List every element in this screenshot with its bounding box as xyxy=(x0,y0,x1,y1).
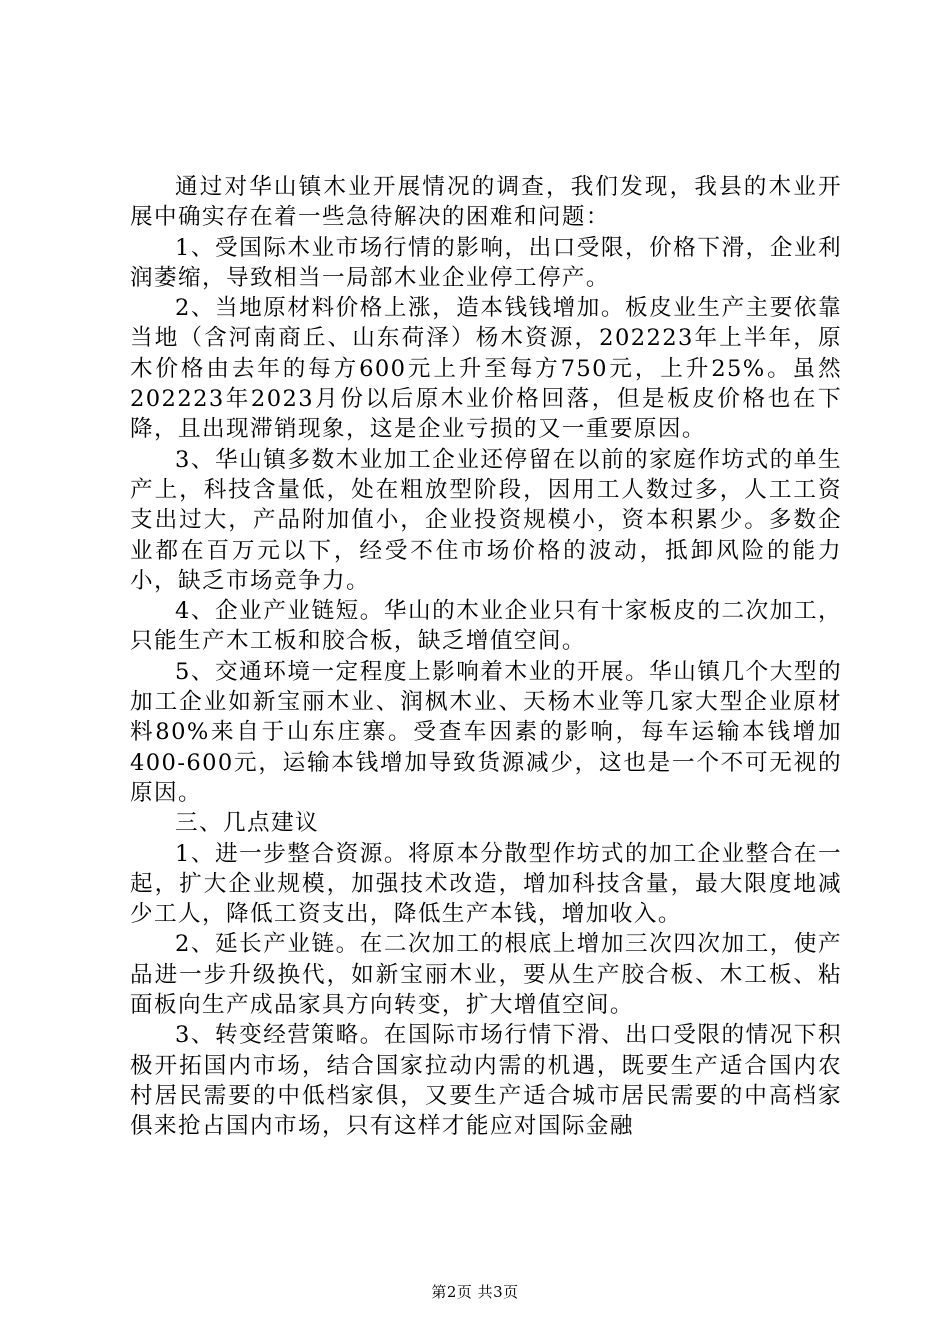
paragraph-suggestion-2: 2、延长产业链。在二次加工的根底上增加三次四次加工，使产品进一步升级换代，如新宝丽木业，要从生产胶合板、木工板、粘面板向生产成品家具方向转变，扩大增值空间。 xyxy=(130,931,842,1019)
paragraph-problem-3: 3、华山镇多数木业加工企业还停留在以前的家庭作坊式的单生产上，科技含量低，处在粗放型阶段，因用工人数过多，人工工资支出过大，产品附加值小，企业投资规模小，资本积累少。多数企业都在百万元以下，经受不住市场价格的波动，抵卸风险的能力小，缺乏市场竞争力。 xyxy=(130,446,842,594)
document-body xyxy=(130,172,842,1142)
page-footer: 第2页 共3页 xyxy=(431,1283,519,1301)
paragraph-suggestion-1: 1、进一步整合资源。将原本分散型作坊式的加工企业整合在一起，扩大企业规模，加强技术改造，增加科技含量，最大限度地减少工人，降低工资支出，降低生产本钱，增加收入。 xyxy=(130,840,842,928)
paragraph-suggestion-3: 3、转变经营策略。在国际市场行情下滑、出口受限的情况下积极开拓国内市场，结合国家拉动内需的机遇，既要生产适合国内农村居民需要的中低档家俱，又要生产适合城市居民需要的中高档家俱来抢占国内市场，只有这样才能应对国际金融 xyxy=(130,1022,842,1140)
paragraph-problem-5: 5、交通环境一定程度上影响着木业的开展。华山镇几个大型的加工企业如新宝丽木业、润枫木业、天杨木业等几家大型企业原材料80%来自于山东庄寨。受查车因素的影响，每车运输本钱增加400-600元，运输本钱增加导致货源减少，这也是一个不可无视的原因。 xyxy=(130,658,842,806)
paragraph-intro: 通过对华山镇木业开展情况的调查，我们发现，我县的木业开展中确实存在着一些急待解决的困难和问题： xyxy=(130,174,842,231)
paragraph-problem-2: 2、当地原材料价格上涨，造本钱钱增加。板皮业生产主要依靠当地（含河南商丘、山东荷泽）杨木资源，202223年上半年，原木价格由去年的每方600元上升至每方750元，上升25%。虽然202223年2023月份以后原木业价格回落，但是板皮价格也在下降，且出现滞销现象，这是企业亏损的又一重要原因。 xyxy=(130,295,842,443)
paragraph-problem-1: 1、受国际木业市场行情的影响，出口受限，价格下滑，企业利润萎缩，导致相当一局部木业企业停工停产。 xyxy=(130,234,842,291)
paragraph-problem-4: 4、企业产业链短。华山的木业企业只有十家板皮的二次加工，只能生产木工板和胶合板，缺乏增值空间。 xyxy=(130,598,842,655)
section-heading-suggestions: 三、几点建议 xyxy=(175,810,319,837)
